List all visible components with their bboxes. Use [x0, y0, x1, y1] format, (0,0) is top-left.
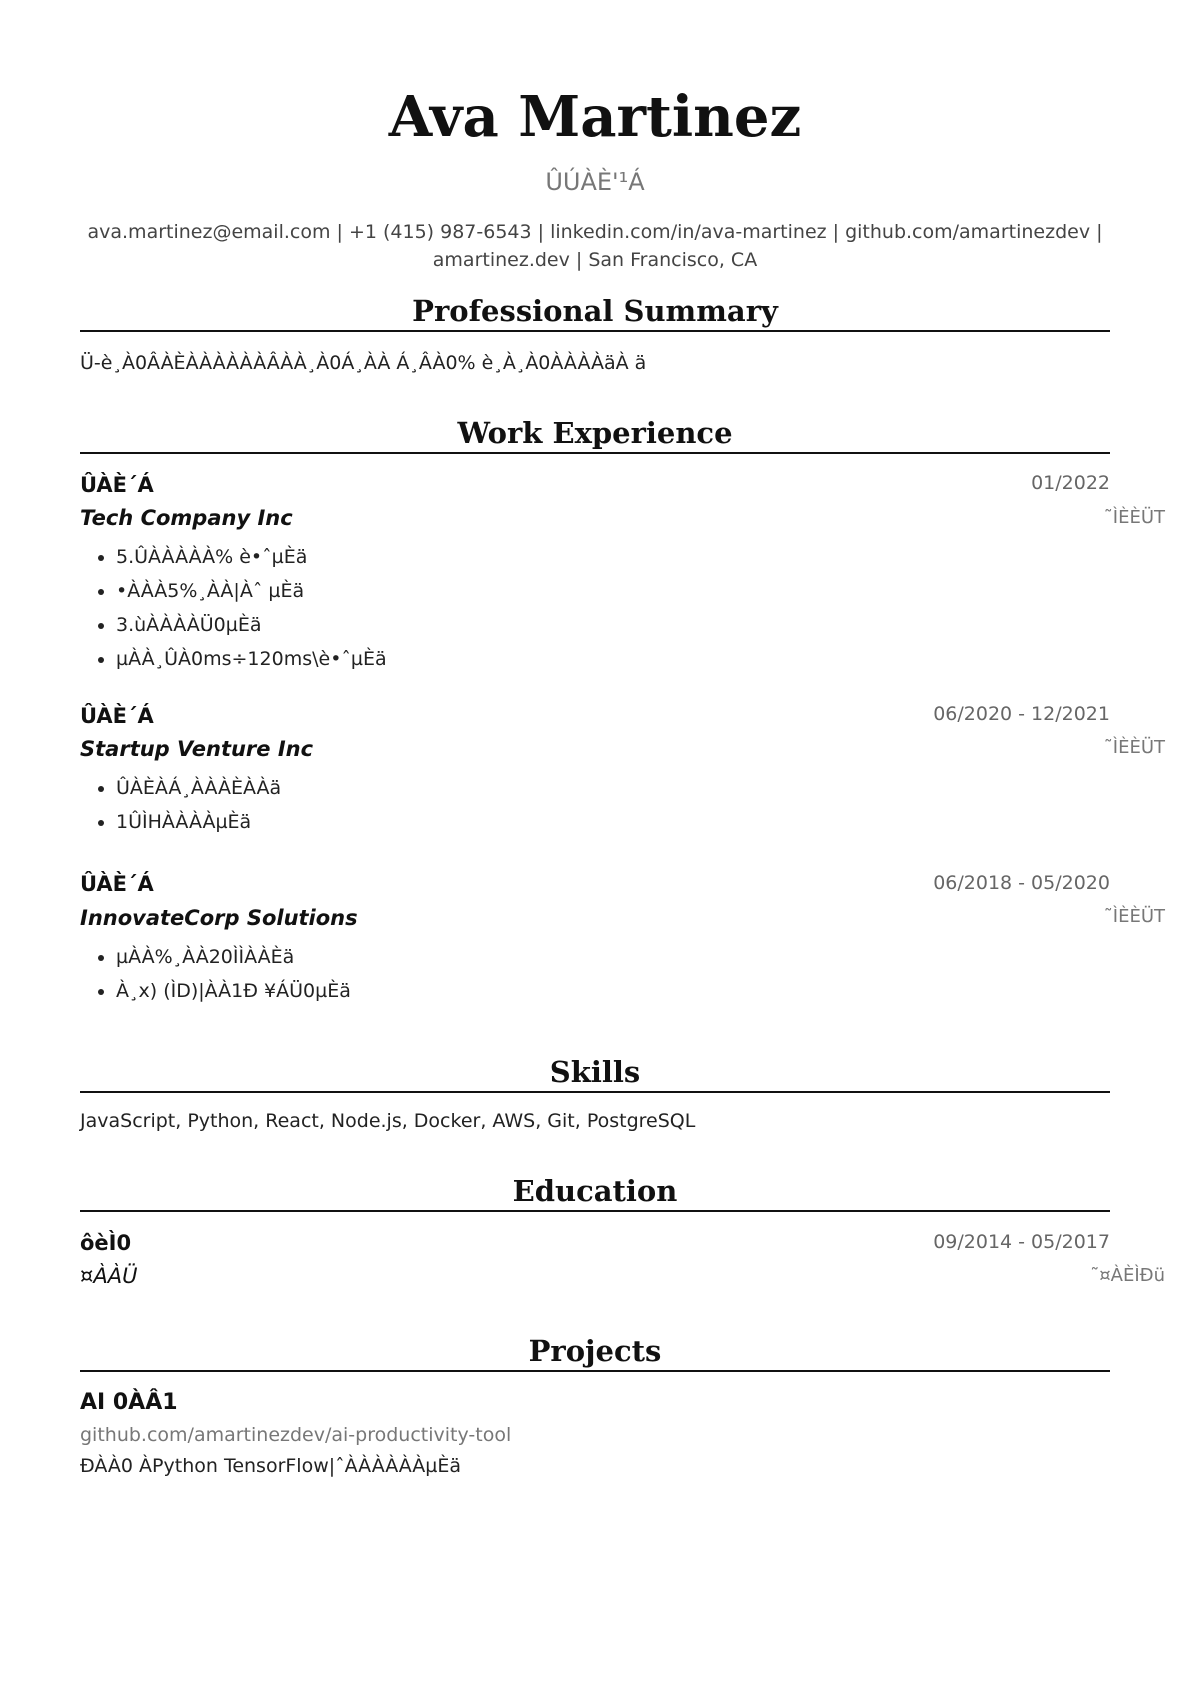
projects-divider	[80, 1370, 1110, 1372]
skills-divider	[80, 1091, 1110, 1093]
job-bullet: • ÛÀÈÀÁ¸ÀÀÀÈÀÀä	[116, 771, 281, 805]
candidate-name: Ava Martinez	[388, 84, 802, 150]
job-company: Tech Company Inc	[80, 506, 293, 530]
job-date: 06/2020 - 12/2021	[933, 703, 1110, 725]
contact-info	[80, 218, 1110, 274]
job-bullets	[80, 771, 281, 839]
job-bullet: • 3.ùÀÀÀÀÜ0µÈä	[116, 608, 387, 642]
job-bullet: • 5.ÛÀÀÀÀÀ% è•ˆµÈä	[116, 540, 387, 574]
job-bullet: • 1ÛÌHÀÀÀÀµÈä	[116, 805, 281, 839]
job-bullet: • À¸x) (ÌD)|ÀÀ1Ð ¥ÁÜ0µÈä	[116, 974, 351, 1008]
summary-heading: Professional Summary	[412, 294, 778, 328]
job-location: ˜ÌÈÈÜT	[1103, 906, 1165, 927]
projects-heading: Projects	[528, 1334, 662, 1368]
skills-list: JavaScript, Python, React, Node.js, Docker, AWS, Git, PostgreSQL	[80, 1110, 696, 1132]
job-bullets	[80, 940, 351, 1008]
project-link[interactable]: github.com/amartinezdev/ai-productivity-tool	[80, 1424, 512, 1446]
job-company: InnovateCorp Solutions	[80, 906, 358, 930]
job-date: 06/2018 - 05/2020	[933, 872, 1110, 894]
experience-divider	[80, 452, 1110, 454]
experience-heading: Work Experience	[457, 416, 733, 450]
education-divider	[80, 1210, 1110, 1212]
job-bullet: • µÀÀ%¸ÀÀ20ÌÌÀÀÈä	[116, 940, 351, 974]
job-company: Startup Venture Inc	[80, 737, 314, 761]
contact-line-2: amartinez.dev | San Francisco, CA	[432, 249, 758, 271]
job-bullets	[80, 540, 387, 676]
education-location: ˜¤ÀÈÌÐü	[1090, 1265, 1165, 1286]
job-title: ÛÀÈ´Á	[80, 872, 154, 896]
job-title: ÛÀÈ´Á	[80, 704, 154, 728]
summary-text: Ü-è¸À0ÂÀÈÀÀÀÀÀÀÂÀÀ¸À0Á¸ÀÀ Á¸ÂÀ0% è¸À¸À0ÀÀÀÀäÀ ä	[80, 352, 647, 374]
job-date: 01/2022	[1031, 472, 1110, 494]
job-location: ˜ÌÈÈÜT	[1103, 737, 1165, 758]
education-school: ¤ÀÀÜ	[80, 1264, 138, 1288]
education-heading: Education	[512, 1174, 678, 1208]
project-name: AI 0ÀÂ1	[80, 1390, 178, 1415]
job-bullet: • •ÀÀÀ5%¸ÀÀ|Àˆ µÈä	[116, 574, 387, 608]
education-degree: ôèÌ0	[80, 1231, 132, 1255]
summary-divider	[80, 330, 1110, 332]
candidate-subtitle: ÛÚÀÈ'¹Á	[545, 168, 645, 196]
job-location: ˜ÌÈÈÜT	[1103, 507, 1165, 528]
job-bullet: • µÀÀ¸ÛÀ0ms÷120ms\è•ˆµÈä	[116, 642, 387, 676]
contact-line-1: ava.martinez@email.com | +1 (415) 987-6543 | linkedin.com/in/ava-martinez | github.com/amartinezdev |	[87, 221, 1103, 243]
project-description: ÐÀÀ0 ÀPython TensorFlow|ˆÀÀÀÀÀÀµÈä	[80, 1455, 462, 1477]
job-title: ÛÀÈ´Á	[80, 473, 154, 497]
education-date: 09/2014 - 05/2017	[933, 1231, 1110, 1253]
skills-heading: Skills	[549, 1055, 641, 1089]
